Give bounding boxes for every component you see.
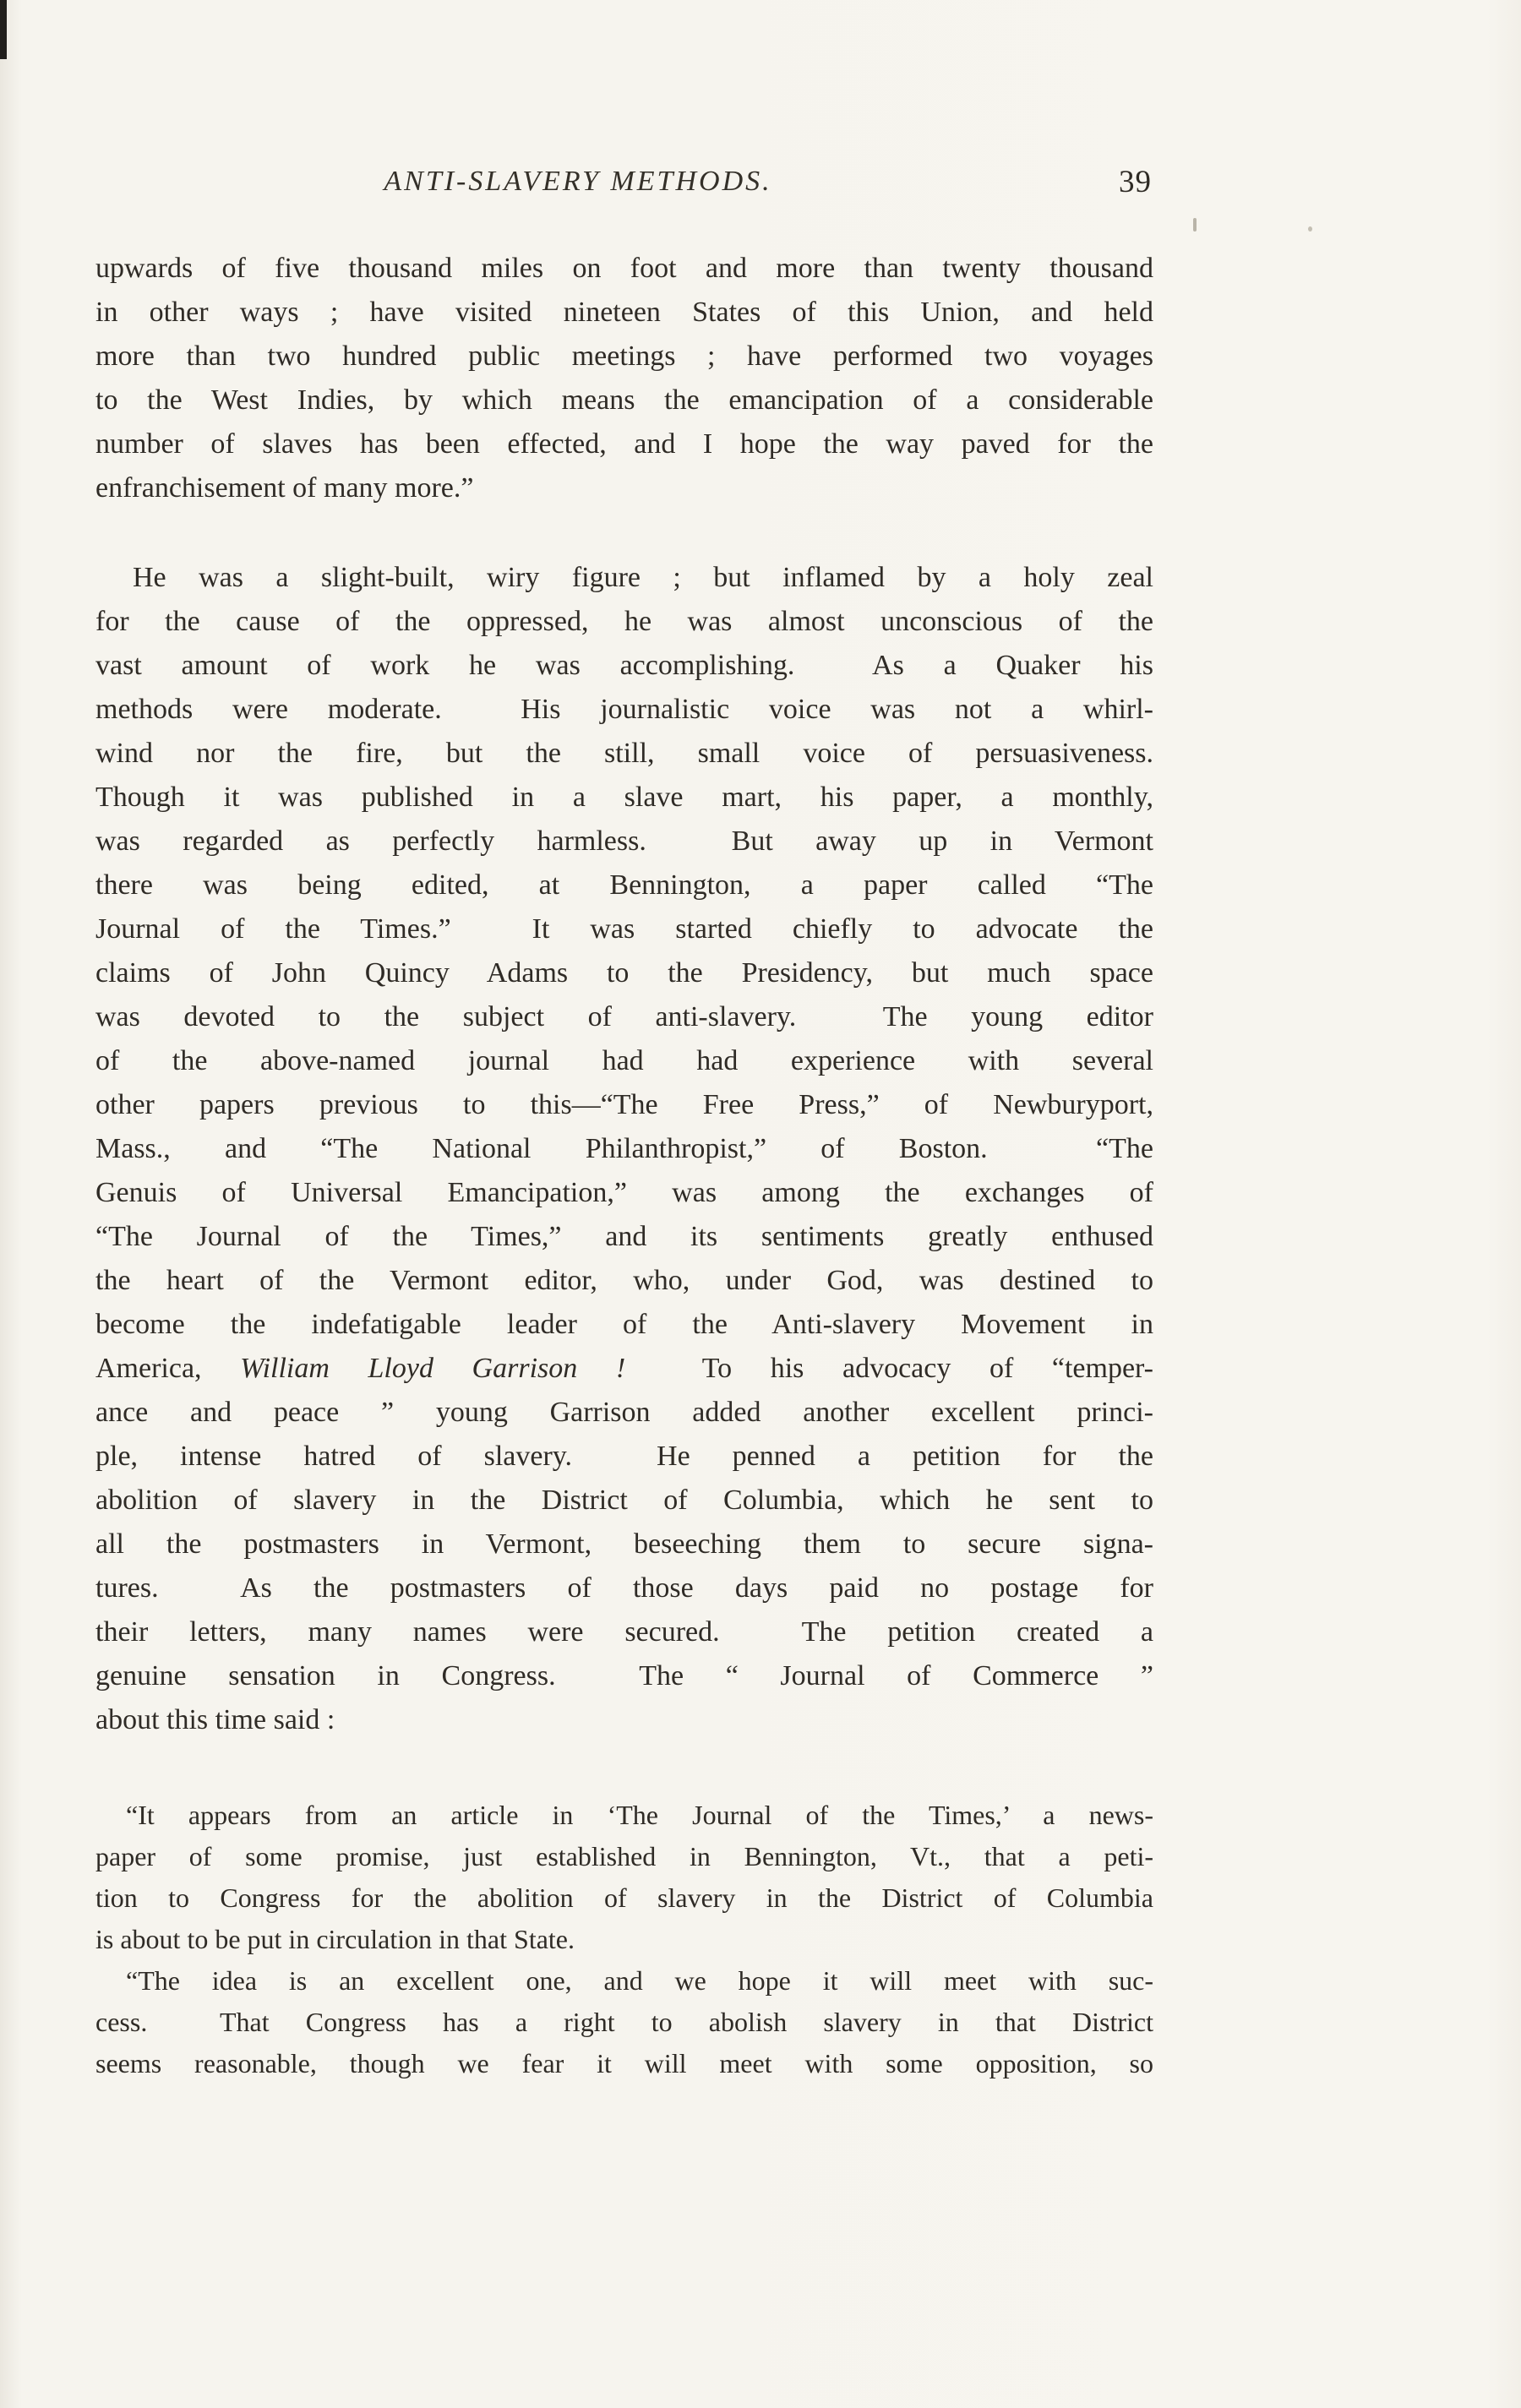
text-line: paper of some promise, just established in Bennington, Vt., that a peti- — [95, 1841, 1153, 1871]
text-line: ple, intense hatred of slavery. He penned a petition for the — [95, 1441, 1153, 1472]
text-line: “It appears from an article in ‘The Journal of the Times,’ a news- — [126, 1800, 1153, 1830]
text-line: tures. As the postmasters of those days paid no postage for — [95, 1572, 1153, 1604]
text-line: their letters, many names were secured. The petition created a — [95, 1616, 1153, 1648]
text-line: Journal of the Times.” It was started chiefly to advocate the — [95, 913, 1153, 945]
scan-edge-artifact — [0, 0, 7, 59]
text-line: is about to be put in circulation in that State. — [95, 1924, 575, 1954]
text-line: tion to Congress for the abolition of slavery in the District of Columbia — [95, 1882, 1153, 1913]
text-line: claims of John Quincy Adams to the Presidency, but much space — [95, 957, 1153, 989]
text-line: the heart of the Vermont editor, who, under God, was destined to — [95, 1265, 1153, 1296]
text-line: become the indefatigable leader of the Anti-slavery Movement in — [95, 1309, 1153, 1340]
text-line: of the above-named journal had had experience with several — [95, 1045, 1153, 1076]
quoted-paragraph — [95, 1960, 1153, 2084]
text-line: Genuis of Universal Emancipation,” was among the exchanges of — [95, 1177, 1153, 1208]
text-line: “The idea is an excellent one, and we hope it will meet with suc- — [126, 1965, 1153, 1996]
quoted-paragraph — [95, 1795, 1153, 1960]
text-line: to the West Indies, by which means the emancipation of a considerable — [95, 384, 1153, 416]
text-segment: To his advocacy of “temper- — [625, 1353, 1153, 1384]
paragraph — [95, 247, 1153, 510]
text-line: there was being edited, at Bennington, a paper called “The — [95, 869, 1153, 901]
text-line: abolition of slavery in the District of Columbia, which he sent to — [95, 1485, 1153, 1516]
text-line: He was a slight-built, wiry figure ; but inflamed by a holy zeal — [133, 562, 1153, 593]
running-title: ANTI-SLAVERY METHODS. — [384, 166, 772, 197]
text-line: number of slaves has been effected, and I hope the way paved for the — [95, 428, 1153, 460]
text-line: upwards of five thousand miles on foot and more than twenty thousand — [95, 253, 1153, 284]
body-text — [95, 247, 1153, 2084]
text-line: ance and peace ” young Garrison added another excellent princi- — [95, 1397, 1153, 1428]
text-line: Mass., and “The National Philanthropist,” of Boston. “The — [95, 1133, 1153, 1164]
text-line: genuine sensation in Congress. The “ Journal of Commerce ” — [95, 1660, 1153, 1692]
text-line: Though it was published in a slave mart, his paper, a monthly, — [95, 782, 1153, 813]
text-line: was devoted to the subject of anti-slavery. The young editor — [95, 1001, 1153, 1032]
text-line: cess. That Congress has a right to abolish slavery in that District — [95, 2007, 1153, 2037]
text-line: seems reasonable, though we fear it will meet with some opposition, so — [95, 2048, 1153, 2078]
text-segment: America, — [95, 1353, 241, 1384]
text-line: wind nor the fire, but the still, small voice of persuasiveness. — [95, 738, 1153, 769]
text-line: more than two hundred public meetings ; have performed two voyages — [95, 340, 1153, 372]
text-line: for the cause of the oppressed, he was almost unconscious of the — [95, 606, 1153, 637]
paragraph — [95, 556, 1153, 1742]
text-line — [95, 1347, 1153, 1391]
text-line: was regarded as perfectly harmless. But away up in Vermont — [95, 825, 1153, 857]
text-line: “The Journal of the Times,” and its sentiments greatly enthused — [95, 1221, 1153, 1252]
italic-text-segment: William Lloyd Garrison ! — [240, 1353, 626, 1384]
scan-speck — [1308, 226, 1312, 232]
text-line: enfranchisement of many more.” — [95, 472, 474, 504]
text-line: vast amount of work he was accomplishing. As a Quaker his — [95, 650, 1153, 681]
text-line: other papers previous to this—“The Free Press,” of Newburyport, — [95, 1089, 1153, 1120]
text-line: methods were moderate. His journalistic voice was not a whirl- — [95, 694, 1153, 725]
text-line: all the postmasters in Vermont, beseeching them to secure signa- — [95, 1528, 1153, 1560]
page-content — [95, 0, 1153, 2084]
page-number: 39 — [1119, 165, 1152, 199]
text-line: in other ways ; have visited nineteen States of this Union, and held — [95, 297, 1153, 328]
page-header — [95, 166, 1153, 208]
text-line: about this time said : — [95, 1704, 335, 1735]
scan-speck — [1193, 218, 1197, 232]
